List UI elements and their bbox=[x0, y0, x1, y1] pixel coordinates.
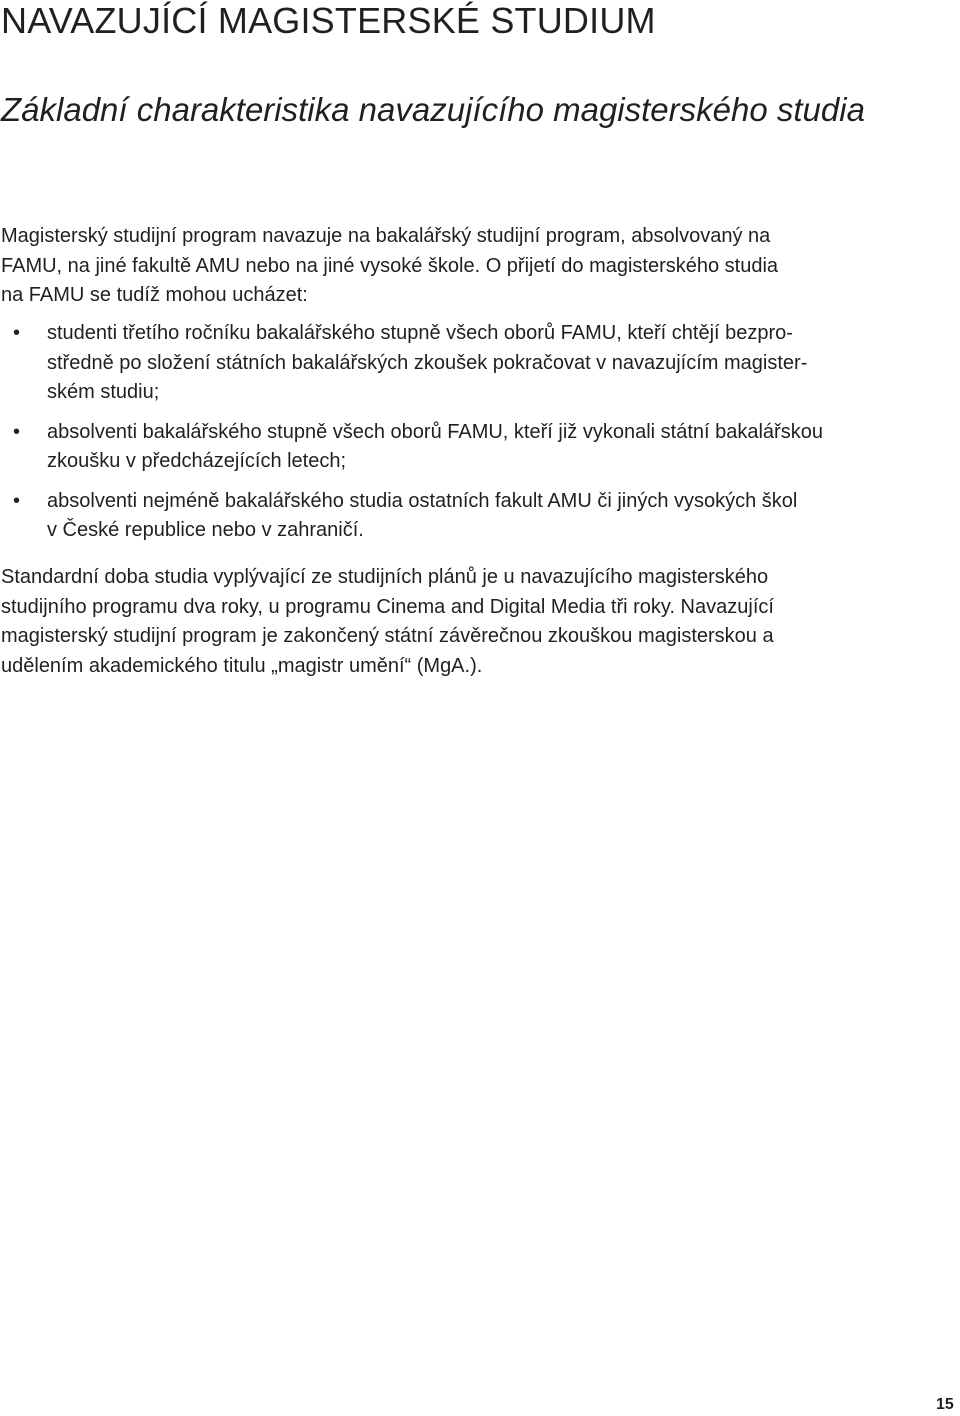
eligibility-list bbox=[0, 319, 823, 556]
closing-paragraph bbox=[1, 563, 774, 681]
list-item-line: studenti třetího ročníku bakalářského stupně všech oborů FAMU, kteří chtějí bezpro- bbox=[47, 322, 793, 344]
bullet-icon: • bbox=[13, 420, 21, 443]
closing-line: udělením akademického titulu „magistr umění“ (MgA.). bbox=[1, 654, 483, 677]
list-item-line: absolventi nejméně bakalářského studia ostatních fakult AMU či jiných vysokých škol bbox=[47, 489, 798, 512]
list-item-line: ském studiu; bbox=[47, 381, 160, 403]
bullet-icon: • bbox=[13, 489, 21, 512]
page-number: 15 bbox=[936, 1396, 954, 1413]
closing-line: magisterský studijní program je zakončený státní závěrečnou zkouškou magisterskou a bbox=[1, 625, 774, 647]
intro-paragraph bbox=[1, 222, 778, 311]
list-item-line: středně po složení státních bakalářských zkoušek pokračovat v navazujícím magister- bbox=[47, 351, 808, 374]
list-item bbox=[0, 319, 823, 408]
intro-line: FAMU, na jiné fakultě AMU nebo na jiné vysoké škole. O přijetí do magisterského studia bbox=[1, 254, 779, 277]
closing-line: studijního programu dva roky, u programu Cinema and Digital Media tři roky. Navazující bbox=[1, 595, 774, 618]
intro-line: na FAMU se tudíž mohou ucházet: bbox=[1, 284, 308, 306]
closing-line: Standardní doba studia vyplývající ze studijních plánů je u navazujícího magisterského bbox=[1, 566, 769, 588]
list-item-line: zkoušku v předcházejících letech; bbox=[47, 450, 347, 472]
intro-line: Magisterský studijní program navazuje na bakalářský studijní program, absolvovaný na bbox=[1, 225, 771, 247]
bullet-icon: • bbox=[13, 322, 21, 344]
list-item-line: absolventi bakalářského stupně všech oborů FAMU, kteří již vykonali státní bakalářskou bbox=[47, 420, 823, 443]
page-heading: NAVAZUJÍCÍ MAGISTERSKÉ STUDIUM bbox=[1, 0, 656, 41]
list-item bbox=[0, 487, 823, 546]
section-subheading: Základní charakteristika navazujícího magisterského studia bbox=[1, 91, 865, 128]
list-item bbox=[0, 418, 823, 477]
list-item-line: v České republice nebo v zahraničí. bbox=[47, 519, 364, 541]
